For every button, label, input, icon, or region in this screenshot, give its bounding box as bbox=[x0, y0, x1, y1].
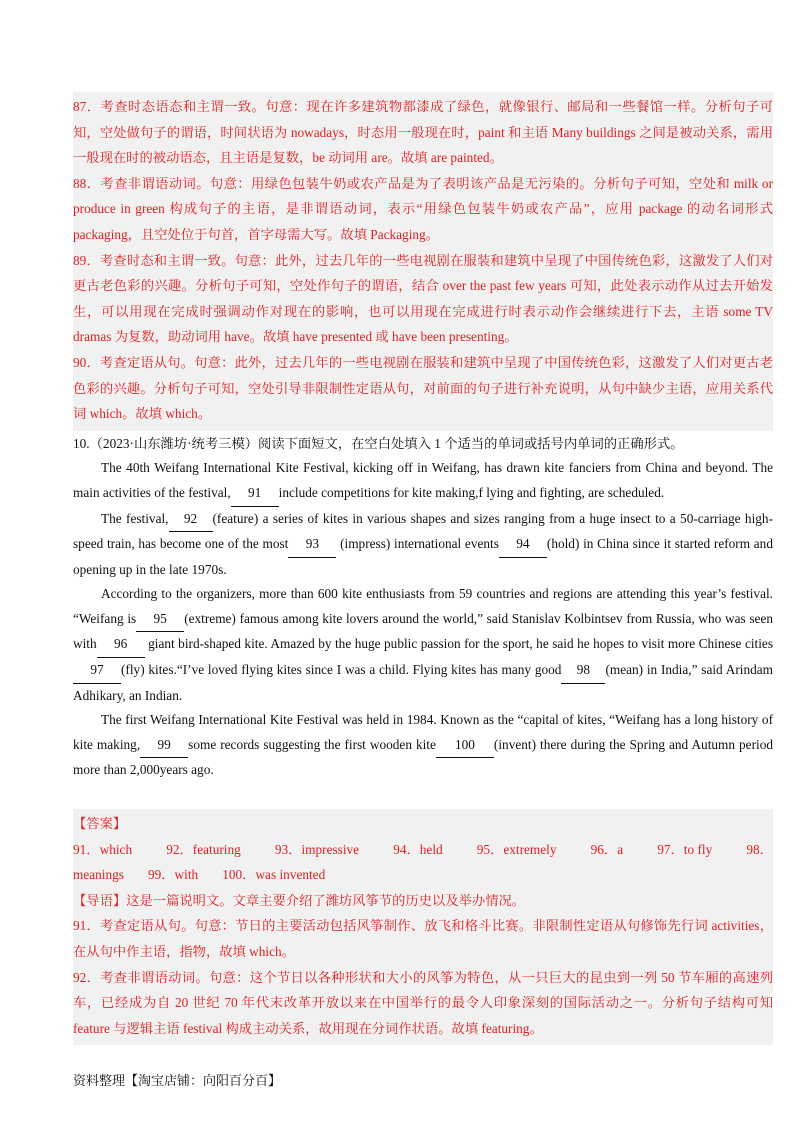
answer-item: 99．with bbox=[147, 867, 199, 883]
passage-paragraph-1: The 40th Weifang International Kite Festival, kicking off in Weifang, has drawn kite fanciers from China and beyond. The main activities of the festival, 91 include competitions for kite making,f lying and fighting, are scheduled. bbox=[73, 456, 773, 506]
explanation-92: 92．考查非谓语动词。句意：这个节日以各种形状和大小的风筝为特色，从一只巨大的昆虫到一列 50 节车厢的高速列车，已经成为自 20 世纪 70 年代末改革开放以来在中国举行的最令人印象深刻的国际活动之一。分析句子结构可知 feature 与逻辑主语 festival 构成主动关系，故用现在分词作状语。故填 featuring。 bbox=[73, 969, 773, 1036]
answer-item: 96．a bbox=[590, 841, 624, 857]
answer-item: 92．featuring bbox=[166, 841, 241, 857]
answer-row-1 bbox=[73, 837, 773, 863]
answer-item: 93．impressive bbox=[274, 841, 360, 857]
answer-item: 98． bbox=[746, 841, 773, 857]
answer-item: 91．which bbox=[73, 841, 133, 857]
explanation-87: 87．考查时态语态和主谓一致。句意：现在许多建筑物都漆成了绿色，就像银行、邮局和一些餐馆一样。分析句子可知，空处做句子的谓语，时间状语为 nowadays，时态用一般现在时，paint 和主语 Many buildings 之间是被动关系，需用一般现在时的被动语态，且主语是复数，be 动词用 are。故填 are painted。 bbox=[73, 99, 773, 166]
answer-row-2 bbox=[73, 862, 773, 888]
previous-explanations bbox=[73, 92, 773, 431]
guide-text: 【导语】这是一篇说明文。文章主要介绍了潍坊风筝节的历史以及举办情况。 bbox=[73, 892, 526, 908]
passage-paragraph-3: According to the organizers, more than 600 kite enthusiasts from 59 countries and regions are attending this year’s festival. “Weifang is 95 (extreme) famous among kite lovers around the world,” said Stanislav Kolbintsev from Russia, who was seen with 96 giant bird-shaped kite. Amazed by the huge public passion for the sport, he said he hopes to visit more Chinese cities97 (fly) kites.“I’ve loved flying kites since I was a child. Flying kites has many good 98 (mean) in India,” said Arindam Adhikary, an Indian. bbox=[73, 586, 773, 703]
blank-100: 100 bbox=[436, 733, 494, 759]
answer-item: meanings bbox=[73, 867, 124, 883]
answer-item: 95．extremely bbox=[476, 841, 557, 857]
blank-95: 95 bbox=[136, 607, 184, 633]
footer-source: 资料整理【淘宝店铺：向阳百分百】 bbox=[73, 1073, 282, 1088]
explanation-89: 89．考查时态和主谓一致。句意：此外，过去几年的一些电视剧在服装和建筑中呈现了中国传统色彩，这激发了人们对更古老色彩的兴趣。分析句子可知，空处作句子的谓语，结合 over the past few years 可知，此处表示动作从过去开始发生，可以用现在完成时强调动作对现在的影响，也可以用现在完成进行时表示动作会继续进行下去，主语 some TV dramas 为复数，助动词用 have。故填 have presented 或 have been presenting。 bbox=[73, 252, 773, 345]
answer-item: 94．held bbox=[393, 841, 443, 857]
blank-91: 91 bbox=[231, 481, 279, 507]
blank-92: 92 bbox=[169, 507, 213, 533]
explanation-91: 91．考查定语从句。句意：节日的主要活动包括风筝制作、放飞和格斗比赛。非限制性定语从句修饰先行词 activities，在从句中作主语，指物，故填 which。 bbox=[73, 918, 773, 959]
blank-93: 93 bbox=[288, 532, 336, 558]
passage bbox=[73, 456, 773, 783]
blank-96: 96 bbox=[97, 632, 145, 658]
answer-section bbox=[73, 809, 773, 1045]
passage-paragraph-2: The festival, 92 (feature) a series of kites in various shapes and sizes ranging from a huge insect to a 50-carriage high-speed train, has become one of the most 93 (impress) international events 94 (hold) in China since it started reform and opening up in the late 1970s. bbox=[73, 507, 773, 583]
blank-94: 94 bbox=[499, 532, 547, 558]
answer-label: 【答案】 bbox=[73, 816, 127, 832]
blank-99: 99 bbox=[140, 733, 188, 759]
blank-97: 97 bbox=[73, 658, 121, 684]
question-header: 10.（2023·山东潍坊·统考三模）阅读下面短文，在空白处填入 1 个适当的单词或括号内单词的正确形式。 bbox=[73, 435, 684, 451]
answer-item: 97．to fly bbox=[657, 841, 713, 857]
explanation-88: 88．考查非谓语动词。句意：用绿色包装牛奶或农产品是为了表明该产品是无污染的。分析句子可知，空处和 milk or produce in green 构成句子的主语，是非谓语动词，表示“用绿色包装牛奶或农产品”，应用 package 的动名词形式 packaging，且空处位于句首，首字母需大写。故填 Packaging。 bbox=[73, 175, 773, 242]
page-content bbox=[73, 92, 773, 1045]
answer-item: 100．was invented bbox=[222, 867, 326, 883]
blank-98: 98 bbox=[561, 658, 605, 684]
passage-paragraph-4: The first Weifang International Kite Festival was held in 1984. Known as the “capital of kites, “Weifang has a long history of kite making, 99 some records suggesting the first wooden kite 100 (invent) there during the Spring and Autumn period more than 2,000years ago. bbox=[73, 712, 773, 778]
explanation-90: 90．考查定语从句。句意：此外，过去几年的一些电视剧在服装和建筑中呈现了中国传统色彩，这激发了人们对更古老色彩的兴趣。分析句子可知，空处引导非限制性定语从句，对前面的句子进行补充说明，从句中缺少主语，应用关系代词 which。故填 which。 bbox=[73, 354, 773, 422]
